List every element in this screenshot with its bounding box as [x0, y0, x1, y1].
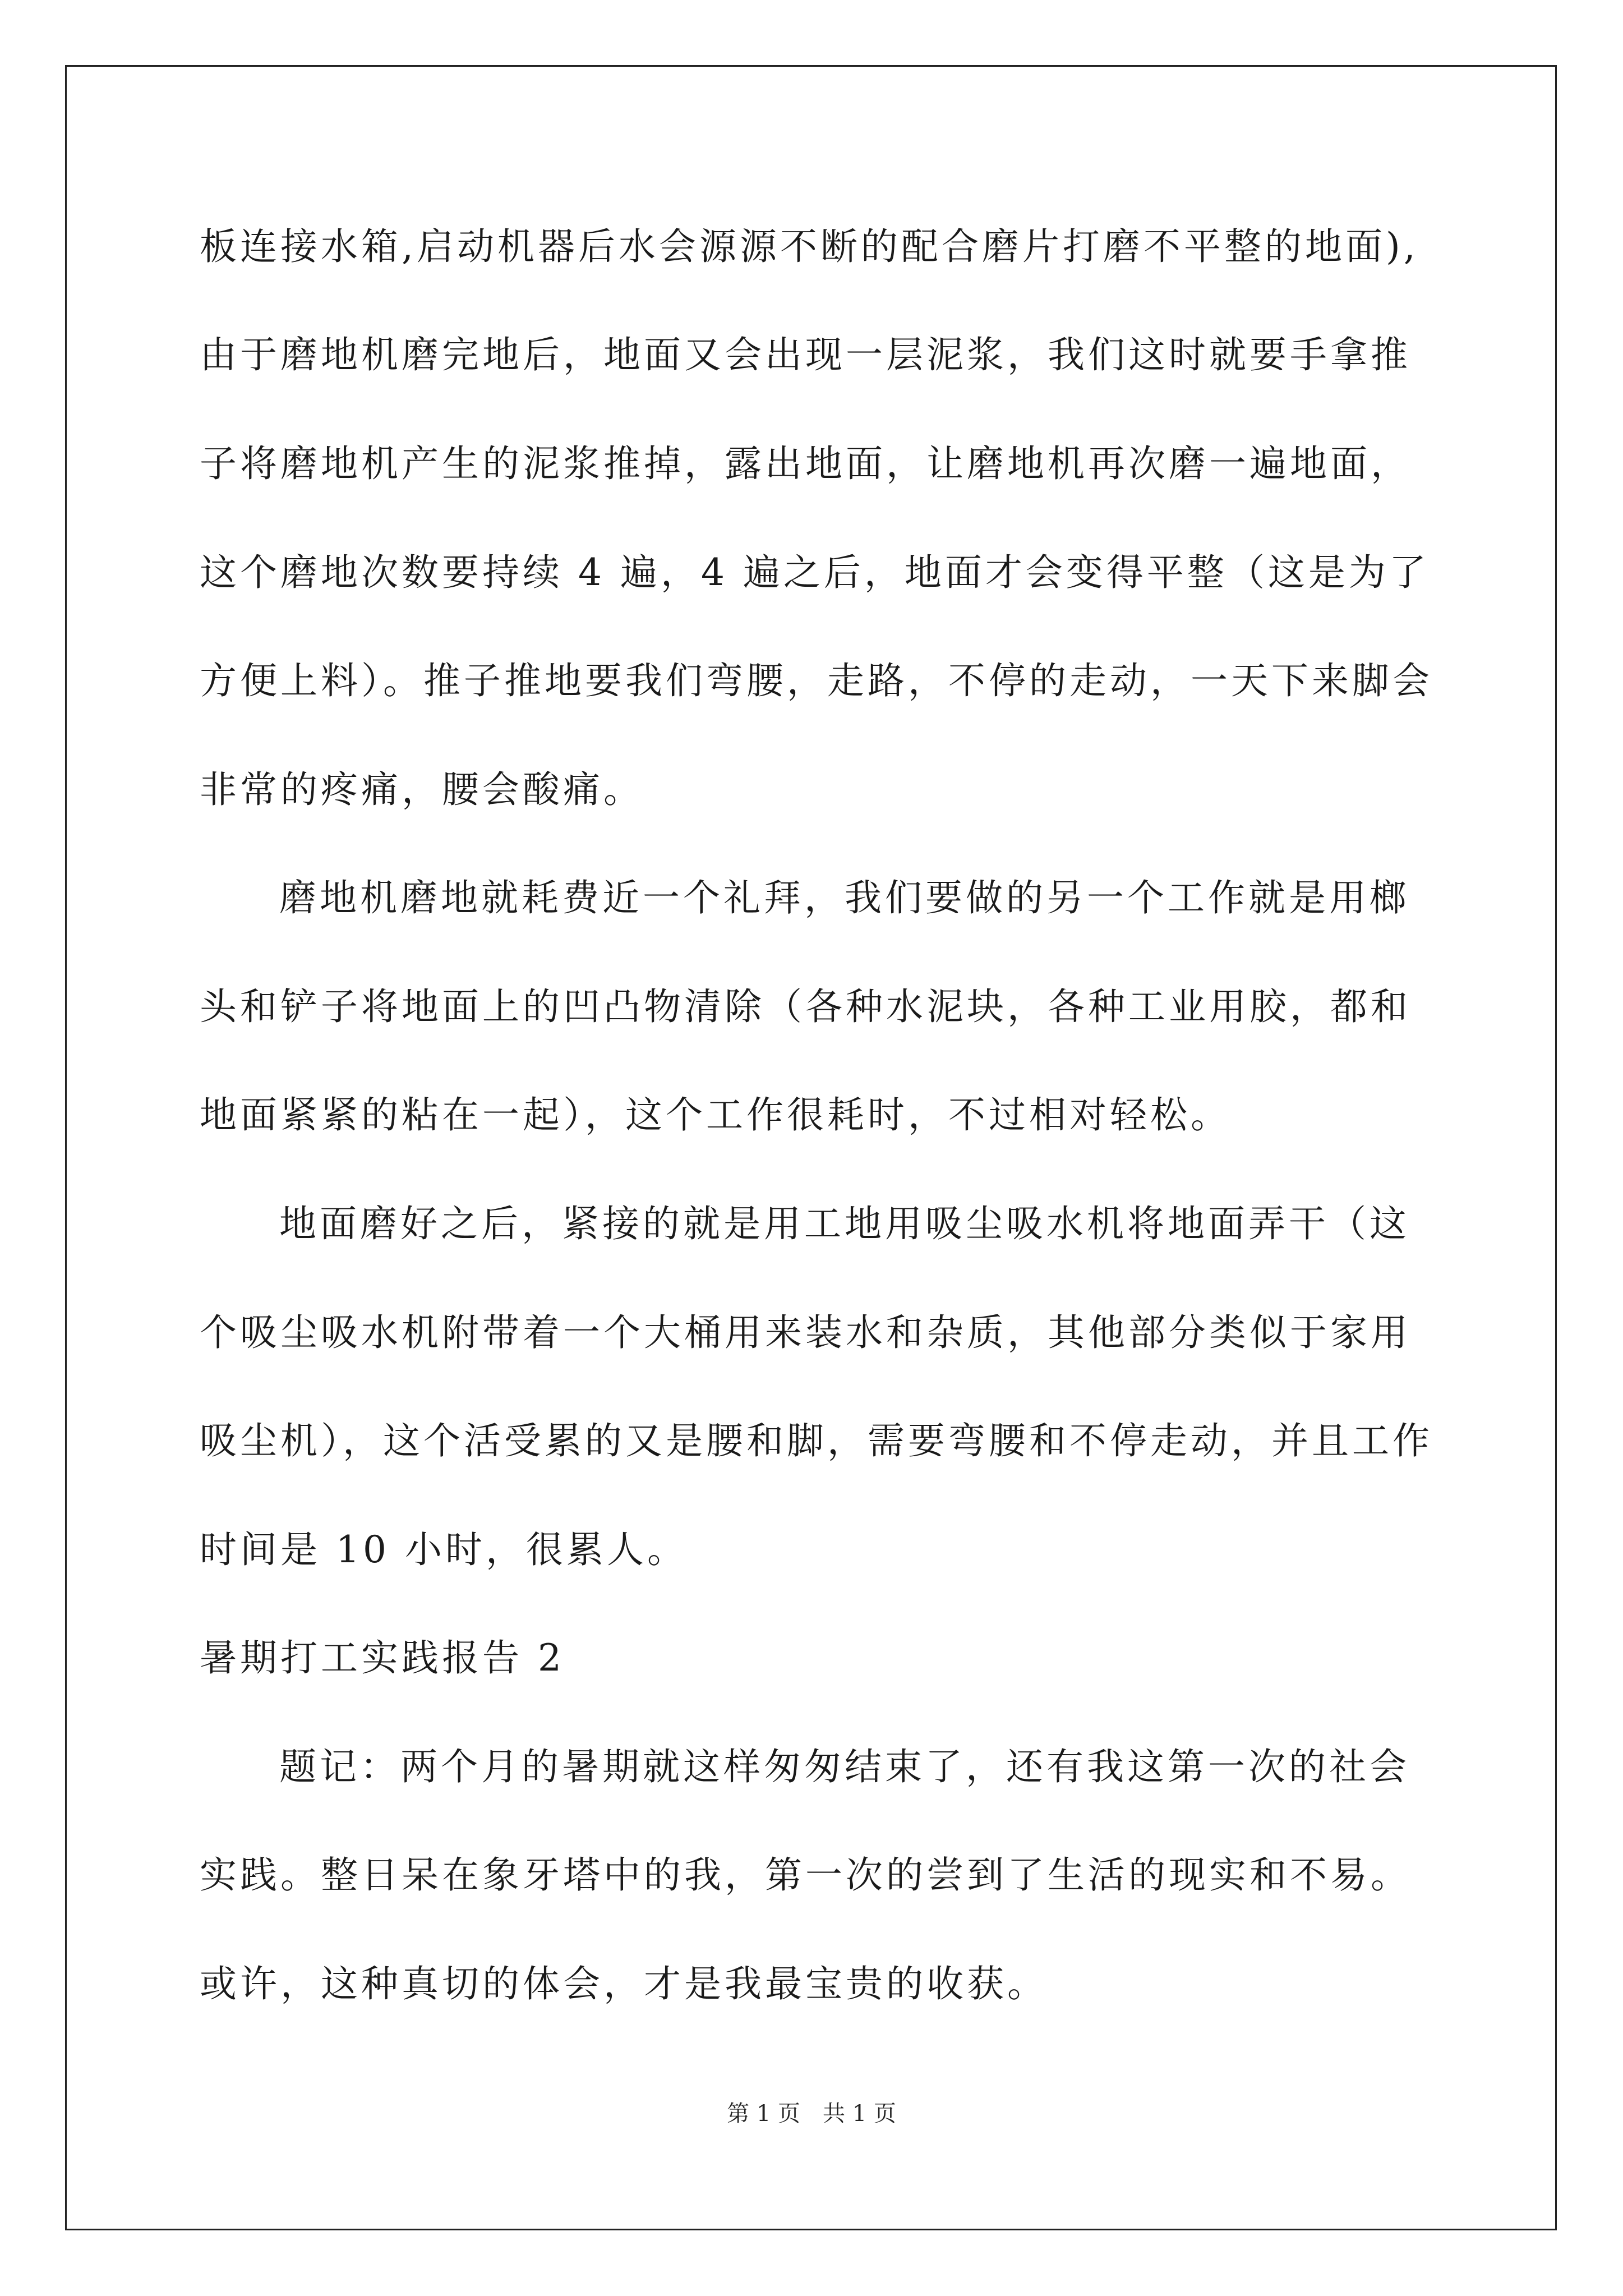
paragraph-line: 题记：两个月的暑期就这样匆匆结束了，还有我这第一次的社会	[279, 1745, 1410, 1788]
paragraph-line: 地面磨好之后，紧接的就是用工地用吸尘吸水机将地面弄干（这	[279, 1202, 1410, 1245]
page-border	[65, 65, 1557, 2230]
section-heading: 暑期打工实践报告 2	[200, 1636, 565, 1680]
paragraph-line: 时间是 10 小时，很累人。	[200, 1528, 688, 1571]
paragraph-line: 头和铲子将地面上的凹凸物清除（各种水泥块，各种工业用胶，都和	[200, 985, 1411, 1028]
paragraph-line: 方便上料）。推子推地要我们弯腰，走路，不停的走动，一天下来脚会	[200, 659, 1433, 702]
paragraph-line: 吸尘机），这个活受累的又是腰和脚，需要弯腰和不停走动，并且工作	[200, 1419, 1433, 1462]
paragraph-line: 个吸尘吸水机附带着一个大桶用来装水和杂质，其他部分类似于家用	[200, 1311, 1411, 1354]
paragraph-line: 这个磨地次数要持续 4 遍，4 遍之后，地面才会变得平整（这是为了	[200, 551, 1430, 594]
paragraph-line: 板连接水箱,启动机器后水会源源不断的配合磨片打磨不平整的地面),	[200, 225, 1419, 268]
paragraph-line: 子将磨地机产生的泥浆推掉，露出地面，让磨地机再次磨一遍地面，	[200, 442, 1411, 485]
page-number-footer: 第 1 页 共 1 页	[727, 2101, 896, 2127]
paragraph-line: 磨地机磨地就耗费近一个礼拜，我们要做的另一个工作就是用榔	[279, 876, 1410, 919]
paragraph-line: 或许，这种真切的体会，才是我最宝贵的收获。	[200, 1962, 1048, 2005]
paragraph-line: 实践。整日呆在象牙塔中的我，第一次的尝到了生活的现实和不易。	[200, 1853, 1411, 1897]
paragraph-line: 地面紧紧的粘在一起），这个工作很耗时，不过相对轻松。	[200, 1093, 1231, 1137]
paragraph-line: 由于磨地机磨完地后，地面又会出现一层泥浆，我们这时就要手拿推	[200, 333, 1411, 376]
paragraph-line: 非常的疼痛，腰会酸痛。	[200, 768, 644, 811]
